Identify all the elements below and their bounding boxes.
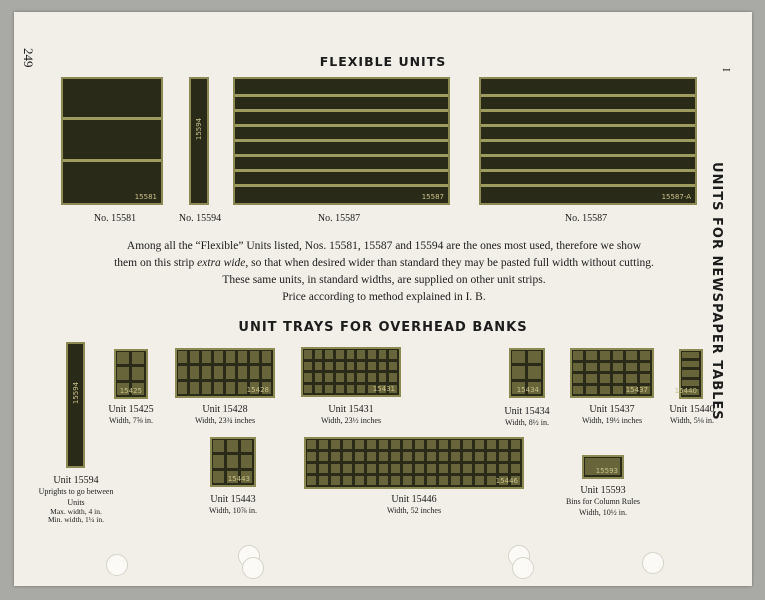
tray-compartment [315, 373, 323, 382]
tray-compartment [132, 352, 144, 364]
tray-compartment [600, 363, 610, 372]
tray-compartment [213, 471, 224, 483]
shelf-line [235, 139, 448, 142]
paragraph-line: , so that when desired wider than standard they may be pasted full width without cutting. [245, 257, 654, 269]
tray-compartment [357, 362, 365, 371]
tray-compartment [238, 382, 247, 394]
shelf-line [235, 94, 448, 97]
tray-compartment [475, 452, 484, 461]
tray-compartment [463, 452, 472, 461]
tray-compartment [379, 464, 388, 473]
tray-15434-image: 15434 [509, 348, 545, 398]
tray-detail: Width, 8½ in. [505, 418, 549, 427]
tray-detail: Width, 5⅛ in. [670, 416, 714, 425]
tray-unit-label: Unit 15434 [504, 406, 550, 417]
tray-compartment [343, 476, 352, 485]
tray-compartment [355, 440, 364, 449]
tray-detail: Width, 23¾ inches [194, 416, 256, 425]
side-title: UNITS FOR NEWSPAPER TABLES [709, 162, 724, 421]
tray-compartment [463, 476, 472, 485]
tray-compartment [315, 350, 323, 359]
tray-compartment [331, 440, 340, 449]
tray-compartment [319, 476, 328, 485]
tray-compartment [427, 440, 436, 449]
tray-15446-image: 15446 [304, 437, 524, 489]
tray-compartment [487, 464, 496, 473]
tray-compartment [451, 476, 460, 485]
tray-compartment [319, 440, 328, 449]
tray-compartment [586, 374, 596, 383]
flexible-unit-caption: No. 15581 [93, 213, 137, 224]
tray-compartment [391, 452, 400, 461]
tray-compartment [238, 366, 247, 378]
tray-compartment [347, 350, 355, 359]
tray-compartment [640, 374, 650, 383]
catalog-page [14, 12, 752, 586]
tray-compartment [379, 373, 387, 382]
tray-compartment [528, 366, 541, 378]
tray-compartment [682, 380, 699, 386]
tray-compartment [202, 366, 211, 378]
shelf-line [481, 139, 695, 142]
tray-compartment [600, 386, 610, 395]
tray-compartment [202, 351, 211, 363]
tray-compartment [439, 440, 448, 449]
tray-compartment [190, 382, 199, 394]
tray-compartment [451, 440, 460, 449]
tray-compartment [391, 440, 400, 449]
tray-compartment [427, 464, 436, 473]
tray-detail: Width, 23½ inches [320, 416, 382, 425]
tray-extra: Width, 10½ in. [579, 508, 627, 517]
tray-compartment [379, 350, 387, 359]
tray-compartment [304, 373, 312, 382]
tray-compartment [475, 464, 484, 473]
tray-compartment [214, 366, 223, 378]
flexible-unit-caption: No. 15594 [178, 213, 222, 224]
tray-compartment [315, 362, 323, 371]
tray-compartment [178, 382, 187, 394]
paragraph-line: Among all the “Flexible” Units listed, Nos. 15581, 15587 and 15594 are the ones most used, therefore we show [126, 240, 642, 252]
tray-compartment [331, 452, 340, 461]
tray-compartment [315, 385, 323, 394]
tray-compartment [389, 362, 397, 371]
tray-detail: Uprights to go between Units [38, 487, 114, 507]
tray-compartment [357, 350, 365, 359]
tray-extra: Min. width, 1¼ in. [47, 515, 105, 524]
tray-compartment [331, 476, 340, 485]
tray-compartment [325, 373, 333, 382]
tray-15593-image: 15593 [582, 455, 624, 479]
tray-compartment [132, 367, 144, 379]
tray-caption [96, 404, 166, 426]
flexible-unit-15581-image: 15581 [61, 77, 163, 205]
tray-compartment [227, 455, 238, 467]
tray-compartment [600, 351, 610, 360]
tray-compartment [304, 385, 312, 394]
tray-unit-label: Unit 15428 [202, 404, 248, 415]
tray-compartment [586, 363, 596, 372]
tray-compartment [331, 464, 340, 473]
tray-compartment [241, 440, 252, 452]
tray-compartment [499, 440, 508, 449]
paragraph-emphasis: extra wide [197, 257, 246, 269]
tray-compartment [336, 350, 344, 359]
tray-compartment [250, 351, 259, 363]
tray-compartment [528, 351, 541, 363]
tray-compartment [319, 452, 328, 461]
tray-compartment [439, 452, 448, 461]
tray-compartment [613, 386, 623, 395]
tray-compartment [347, 385, 355, 394]
tray-compartment [403, 440, 412, 449]
tray-compartment [391, 476, 400, 485]
tray-compartment [487, 440, 496, 449]
tray-compartment [439, 476, 448, 485]
tray-compartment [367, 440, 376, 449]
tray-compartment [226, 382, 235, 394]
tray-compartment [682, 361, 699, 367]
tray-compartment [626, 351, 636, 360]
shelf-line [481, 184, 695, 187]
flexible-units-heading: FLEXIBLE UNITS [319, 54, 447, 69]
tray-detail: Width, 10⅞ in. [209, 506, 257, 515]
tray-unit-label: Unit 15425 [108, 404, 154, 415]
tray-compartment [512, 351, 525, 363]
tray-compartment [117, 367, 129, 379]
tray-compartment [357, 373, 365, 382]
shelf-line [235, 124, 448, 127]
unit-trays-heading: UNIT TRAYS FOR OVERHEAD BANKS [238, 320, 528, 335]
binder-hole [106, 554, 128, 576]
tray-compartment [389, 350, 397, 359]
tray-detail: Bins for Column Rules [565, 497, 640, 506]
tray-compartment [475, 476, 484, 485]
tray-compartment [262, 366, 271, 378]
tray-compartment [475, 440, 484, 449]
tray-compartment [368, 350, 376, 359]
shelf-line [235, 169, 448, 172]
tray-detail: Width, 19½ inches [581, 416, 643, 425]
tray-compartment [178, 366, 187, 378]
tray-compartment [586, 351, 596, 360]
tray-compartment [451, 452, 460, 461]
shelf-line [235, 109, 448, 112]
tray-caption [564, 485, 642, 518]
tray-compartment [368, 373, 376, 382]
tray-compartment [241, 455, 252, 467]
binder-hole [242, 557, 264, 579]
tray-compartment [613, 351, 623, 360]
tray-compartment [403, 476, 412, 485]
tray-unit-label: Unit 15437 [589, 404, 635, 415]
tray-compartment [613, 374, 623, 383]
tray-compartment [226, 366, 235, 378]
flexible-unit-caption: No. 15587 [564, 213, 608, 224]
tray-compartment [214, 351, 223, 363]
tray-compartment [613, 363, 623, 372]
tray-compartment [343, 440, 352, 449]
tray-compartment [355, 476, 364, 485]
tray-compartment [415, 452, 424, 461]
tray-compartment [682, 352, 699, 358]
tray-compartment [379, 440, 388, 449]
description-paragraph [84, 238, 684, 306]
tray-compartment [573, 374, 583, 383]
tray-15594-image: 15594 [66, 342, 85, 468]
tray-15425-image: 15425 [114, 349, 148, 399]
tray-detail: Width, 52 inches [386, 506, 442, 515]
tray-15437-image: 15437 [570, 348, 654, 398]
tray-caption [369, 494, 459, 516]
tray-compartment [347, 362, 355, 371]
tray-compartment [357, 385, 365, 394]
tray-compartment [238, 351, 247, 363]
tray-compartment [626, 363, 636, 372]
tray-caption [492, 406, 562, 428]
tray-compartment [463, 464, 472, 473]
tray-compartment [573, 363, 583, 372]
shelf-line [481, 124, 695, 127]
tray-compartment [640, 351, 650, 360]
tray-compartment [573, 386, 583, 395]
tray-compartment [368, 362, 376, 371]
tray-compartment [202, 382, 211, 394]
tray-compartment [511, 464, 520, 473]
tray-15443-image: 15443 [210, 437, 256, 487]
tray-unit-label: Unit 15431 [328, 404, 374, 415]
tray-compartment [325, 385, 333, 394]
shelf-line [235, 154, 448, 157]
tray-compartment [415, 464, 424, 473]
tray-unit-label: Unit 15446 [391, 494, 437, 505]
shelf-line [481, 169, 695, 172]
tray-compartment [307, 452, 316, 461]
shelf-line [481, 109, 695, 112]
binder-hole [512, 557, 534, 579]
tray-compartment [626, 374, 636, 383]
paragraph-line: them on this strip [114, 257, 198, 269]
flexible-unit-15587-a-image: 15587-A [479, 77, 697, 205]
tray-compartment [347, 373, 355, 382]
tray-compartment [325, 350, 333, 359]
tray-compartment [307, 464, 316, 473]
tray-caption [198, 494, 268, 516]
tray-compartment [512, 366, 525, 378]
tray-compartment [304, 350, 312, 359]
tray-compartment [415, 476, 424, 485]
tray-compartment [190, 351, 199, 363]
tray-compartment [367, 464, 376, 473]
tray-compartment [250, 366, 259, 378]
tray-compartment [403, 452, 412, 461]
tray-compartment [213, 455, 224, 467]
tray-compartment [403, 464, 412, 473]
tray-caption [567, 404, 657, 426]
tray-compartment [214, 382, 223, 394]
tray-compartment [379, 476, 388, 485]
tray-compartment [379, 452, 388, 461]
tray-compartment [319, 464, 328, 473]
flexible-unit-15594-image: 15594 [189, 77, 209, 205]
tray-compartment [367, 476, 376, 485]
tray-compartment [463, 440, 472, 449]
shelf-line [235, 184, 448, 187]
tray-compartment [415, 440, 424, 449]
tray-compartment [355, 452, 364, 461]
tray-compartment [427, 452, 436, 461]
tray-compartment [226, 351, 235, 363]
tray-compartment [511, 440, 520, 449]
tray-15431-image: 15431 [301, 347, 401, 397]
tray-compartment [336, 385, 344, 394]
tray-compartment [682, 370, 699, 376]
tray-compartment [389, 373, 397, 382]
tray-unit-label: Unit 15593 [580, 485, 626, 496]
tray-compartment [487, 452, 496, 461]
tray-compartment [487, 476, 496, 485]
tray-compartment [343, 452, 352, 461]
tray-compartment [600, 374, 610, 383]
paragraph-line: These same units, in standard widths, are supplied on other unit strips. [222, 274, 546, 286]
tray-compartment [213, 440, 224, 452]
tray-compartment [178, 351, 187, 363]
tray-compartment [336, 373, 344, 382]
tray-compartment [325, 362, 333, 371]
tray-compartment [499, 452, 508, 461]
tray-15440-image: 15440 [679, 349, 703, 399]
tray-compartment [227, 440, 238, 452]
tray-compartment [367, 452, 376, 461]
tray-compartment [391, 464, 400, 473]
tray-unit-label: Unit 15443 [210, 494, 256, 505]
tray-compartment [511, 452, 520, 461]
tray-caption [662, 404, 722, 426]
shelf-line [481, 94, 695, 97]
flexible-unit-15587-image: 15587 [233, 77, 450, 205]
tray-extra: Max. width, 4 in. [50, 507, 102, 516]
tray-compartment [343, 464, 352, 473]
tray-detail: Width, 7⅝ in. [109, 416, 153, 425]
tray-15428-image: 15428 [175, 348, 275, 398]
tray-compartment [304, 362, 312, 371]
tray-compartment [355, 464, 364, 473]
tray-unit-label: Unit 15440 [669, 404, 715, 415]
page-number: 249 [21, 48, 36, 68]
tray-compartment [586, 386, 596, 395]
tray-compartment [307, 476, 316, 485]
tray-unit-label: Unit 15594 [53, 475, 99, 486]
flexible-unit-caption: No. 15587 [317, 213, 361, 224]
tray-compartment [451, 464, 460, 473]
tray-caption [180, 404, 270, 426]
tray-compartment [499, 464, 508, 473]
tray-compartment [190, 366, 199, 378]
binder-hole [642, 552, 664, 574]
tray-compartment [573, 351, 583, 360]
tray-compartment [262, 351, 271, 363]
tray-compartment [379, 362, 387, 371]
tray-caption [306, 404, 396, 426]
tray-compartment [427, 476, 436, 485]
paragraph-line: Price according to method explained in I. B. [282, 291, 486, 303]
tray-compartment [439, 464, 448, 473]
tray-compartment [307, 440, 316, 449]
tray-compartment [640, 363, 650, 372]
tray-compartment [336, 362, 344, 371]
tray-caption [36, 475, 116, 524]
shelf-line [481, 154, 695, 157]
section-mark: I [720, 68, 732, 72]
tray-compartment [117, 352, 129, 364]
